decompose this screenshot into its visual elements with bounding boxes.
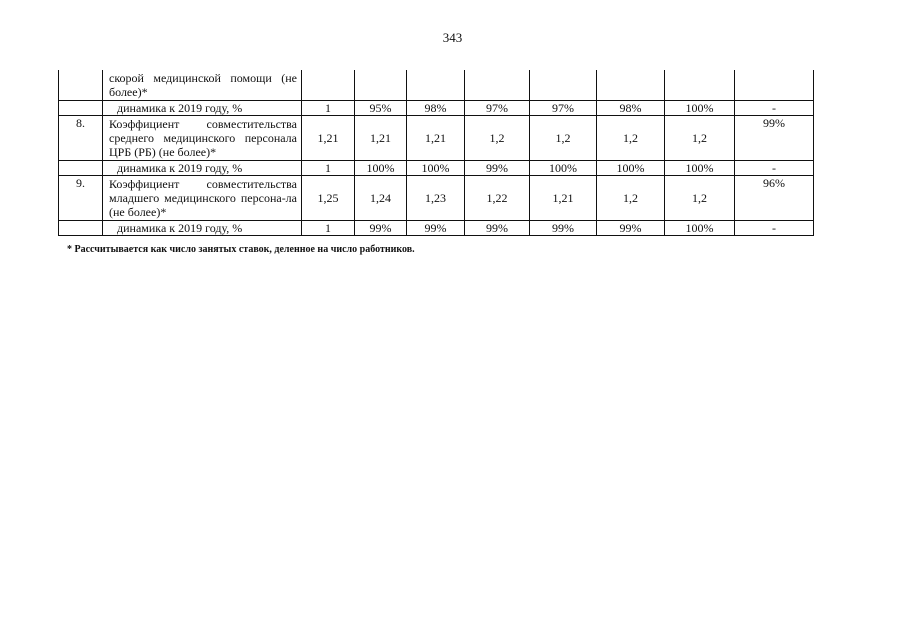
table-cell: 100% — [665, 161, 735, 176]
footnote: * Рассчитывается как число занятых ставок, деленное на число работников. — [67, 244, 415, 255]
indicators-table — [58, 70, 814, 236]
table-row-dynamics — [59, 161, 814, 176]
table-cell: 100% — [407, 161, 465, 176]
table-cell: 99% — [407, 221, 465, 236]
indicator-description: Коэффициент совместительства младшего медицинского персона-ла (не более)* — [103, 176, 302, 221]
page-number: 343 — [442, 30, 463, 45]
table-cell: 99% — [735, 116, 814, 161]
table-cell: 1,25 — [302, 176, 355, 221]
table-cell: 1,2 — [530, 116, 597, 161]
table-cell: - — [735, 161, 814, 176]
table-cell: 98% — [407, 101, 465, 116]
table-cell: 1,2 — [465, 116, 530, 161]
table-cell: 99% — [597, 221, 665, 236]
table-cell: - — [735, 101, 814, 116]
table-row-dynamics — [59, 221, 814, 236]
table-cell: 1,21 — [530, 176, 597, 221]
table-row-continued — [59, 70, 814, 101]
table-cell: 99% — [530, 221, 597, 236]
table-row-indicator — [59, 176, 814, 221]
table-cell: 1,21 — [302, 116, 355, 161]
table-cell: 99% — [465, 221, 530, 236]
table-cell: 99% — [355, 221, 407, 236]
table-cell: 1,22 — [465, 176, 530, 221]
table-row-dynamics — [59, 101, 814, 116]
table-cell: 1,2 — [665, 176, 735, 221]
table-cell: 1,2 — [597, 176, 665, 221]
table-cell: 95% — [355, 101, 407, 116]
table-cell: 1,2 — [665, 116, 735, 161]
row-number: 8. — [59, 116, 103, 161]
table-row-indicator — [59, 116, 814, 161]
table-cell: 1,24 — [355, 176, 407, 221]
table-cell: 1,21 — [407, 116, 465, 161]
table-cell: 100% — [530, 161, 597, 176]
table-cell: - — [735, 221, 814, 236]
table-cell: 96% — [735, 176, 814, 221]
table-cell: 1,2 — [597, 116, 665, 161]
dynamics-label: динамика к 2019 году, % — [103, 161, 302, 176]
table-cell: 100% — [665, 101, 735, 116]
row-number: 9. — [59, 176, 103, 221]
table-cell: 100% — [597, 161, 665, 176]
indicator-description: скорой медицинской помощи (не более)* — [103, 70, 302, 101]
table-cell: 100% — [665, 221, 735, 236]
table-cell: 1 — [302, 161, 355, 176]
table-cell: 1 — [302, 221, 355, 236]
dynamics-label: динамика к 2019 году, % — [103, 221, 302, 236]
indicator-description: Коэффициент совместительства среднего медицинского персонала ЦРБ (РБ) (не более)* — [103, 116, 302, 161]
table-cell: 97% — [530, 101, 597, 116]
table-cell: 98% — [597, 101, 665, 116]
table-cell: 1,23 — [407, 176, 465, 221]
table-cell: 1 — [302, 101, 355, 116]
table-cell: 99% — [465, 161, 530, 176]
dynamics-label: динамика к 2019 году, % — [103, 101, 302, 116]
table-cell: 1,21 — [355, 116, 407, 161]
table-cell: 97% — [465, 101, 530, 116]
table-cell: 100% — [355, 161, 407, 176]
